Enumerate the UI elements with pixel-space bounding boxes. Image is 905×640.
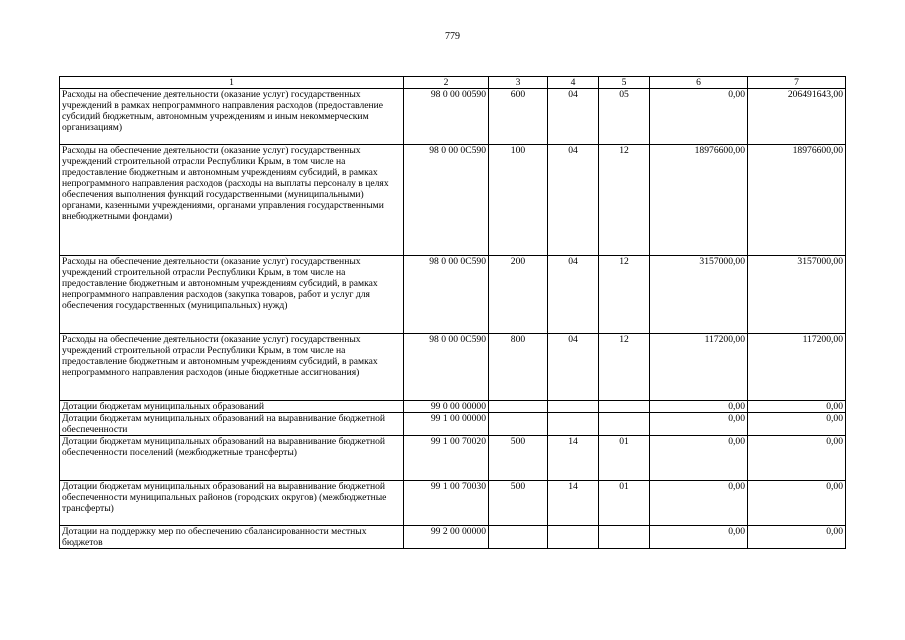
amount-col-7: 0,00 [748, 413, 846, 436]
subsection: 12 [599, 145, 650, 256]
subsection [599, 526, 650, 549]
section: 14 [548, 481, 599, 526]
table-row [60, 401, 846, 413]
table-row [60, 481, 846, 526]
expense-name: Дотации на поддержку мер по обеспечению сбалансированности местных бюджетов [60, 526, 404, 549]
section [548, 526, 599, 549]
column-header: 6 [650, 77, 748, 89]
column-header: 1 [60, 77, 404, 89]
subsection: 01 [599, 436, 650, 481]
amount-col-7: 0,00 [748, 401, 846, 413]
amount-col-6: 0,00 [650, 413, 748, 436]
table-row [60, 413, 846, 436]
table-row [60, 436, 846, 481]
amount-col-6: 0,00 [650, 436, 748, 481]
section [548, 413, 599, 436]
amount-col-7: 117200,00 [748, 334, 846, 401]
amount-col-6: 117200,00 [650, 334, 748, 401]
table-row [60, 334, 846, 401]
expense-name: Дотации бюджетам муниципальных образований [60, 401, 404, 413]
subsection: 05 [599, 89, 650, 145]
subsection [599, 401, 650, 413]
expense-type: 200 [489, 256, 548, 334]
budget-table [59, 76, 846, 549]
section: 04 [548, 256, 599, 334]
amount-col-6: 18976600,00 [650, 145, 748, 256]
amount-col-7: 206491643,00 [748, 89, 846, 145]
expense-type: 100 [489, 145, 548, 256]
table-row [60, 526, 846, 549]
expense-type: 500 [489, 481, 548, 526]
target-code: 99 1 00 70030 [404, 481, 489, 526]
subsection [599, 413, 650, 436]
expense-type [489, 401, 548, 413]
table-row [60, 89, 846, 145]
amount-col-7: 3157000,00 [748, 256, 846, 334]
amount-col-6: 3157000,00 [650, 256, 748, 334]
expense-name: Дотации бюджетам муниципальных образований на выравнивание бюджетной обеспеченности муниципальных районов (городских округов) (межбюджетные трансферты) [60, 481, 404, 526]
amount-col-7: 18976600,00 [748, 145, 846, 256]
expense-type [489, 413, 548, 436]
subsection: 01 [599, 481, 650, 526]
section: 14 [548, 436, 599, 481]
section: 04 [548, 89, 599, 145]
expense-name: Расходы на обеспечение деятельности (оказание услуг) государственных учреждений строительной отрасли Республики Крым, в том числе на предоставление бюджетным и автономным учреждениям субсидий, в рамках непрограммного направления расходов (закупка товаров, работ и услуг для обеспечения государственных (муниципальных) нужд) [60, 256, 404, 334]
target-code: 99 1 00 00000 [404, 413, 489, 436]
amount-col-6: 0,00 [650, 481, 748, 526]
column-header-row [60, 77, 846, 89]
amount-col-7: 0,00 [748, 526, 846, 549]
target-code: 98 0 00 0С590 [404, 145, 489, 256]
expense-name: Расходы на обеспечение деятельности (оказание услуг) государственных учреждений строительной отрасли Республики Крым, в том числе на предоставление бюджетным и автономным учреждениям субсидий, в рамках непрограммного направления расходов (иные бюджетные ассигнования) [60, 334, 404, 401]
target-code: 98 0 00 0С590 [404, 256, 489, 334]
amount-col-6: 0,00 [650, 89, 748, 145]
page-number: 779 [445, 31, 460, 42]
column-header: 7 [748, 77, 846, 89]
expense-type: 500 [489, 436, 548, 481]
section [548, 401, 599, 413]
expense-type: 600 [489, 89, 548, 145]
section: 04 [548, 334, 599, 401]
column-header: 2 [404, 77, 489, 89]
subsection: 12 [599, 256, 650, 334]
table-row [60, 256, 846, 334]
target-code: 99 2 00 00000 [404, 526, 489, 549]
column-header: 3 [489, 77, 548, 89]
subsection: 12 [599, 334, 650, 401]
amount-col-6: 0,00 [650, 526, 748, 549]
target-code: 98 0 00 0С590 [404, 334, 489, 401]
expense-type: 800 [489, 334, 548, 401]
target-code: 98 0 00 00590 [404, 89, 489, 145]
column-header: 5 [599, 77, 650, 89]
column-header: 4 [548, 77, 599, 89]
expense-name: Расходы на обеспечение деятельности (оказание услуг) государственных учреждений в рамках непрограммного направления расходов (предоставление субсидий бюджетным, автономным учреждениям и иным некоммерческим организациям) [60, 89, 404, 145]
table-row [60, 145, 846, 256]
amount-col-6: 0,00 [650, 401, 748, 413]
amount-col-7: 0,00 [748, 436, 846, 481]
expense-name: Расходы на обеспечение деятельности (оказание услуг) государственных учреждений строительной отрасли Республики Крым, в том числе на предоставление бюджетным и автономным учреждениям субсидий, в рамках непрограммного направления расходов (расходы на выплаты персоналу в целях обеспечения выполнения функций государственными (муниципальными) органами, казенными учреждениями, органами управления государственными внебюджетными фондами) [60, 145, 404, 256]
amount-col-7: 0,00 [748, 481, 846, 526]
target-code: 99 1 00 70020 [404, 436, 489, 481]
expense-name: Дотации бюджетам муниципальных образований на выравнивание бюджетной обеспеченности поселений (межбюджетные трансферты) [60, 436, 404, 481]
expense-name: Дотации бюджетам муниципальных образований на выравнивание бюджетной обеспеченности [60, 413, 404, 436]
expense-type [489, 526, 548, 549]
section: 04 [548, 145, 599, 256]
target-code: 99 0 00 00000 [404, 401, 489, 413]
